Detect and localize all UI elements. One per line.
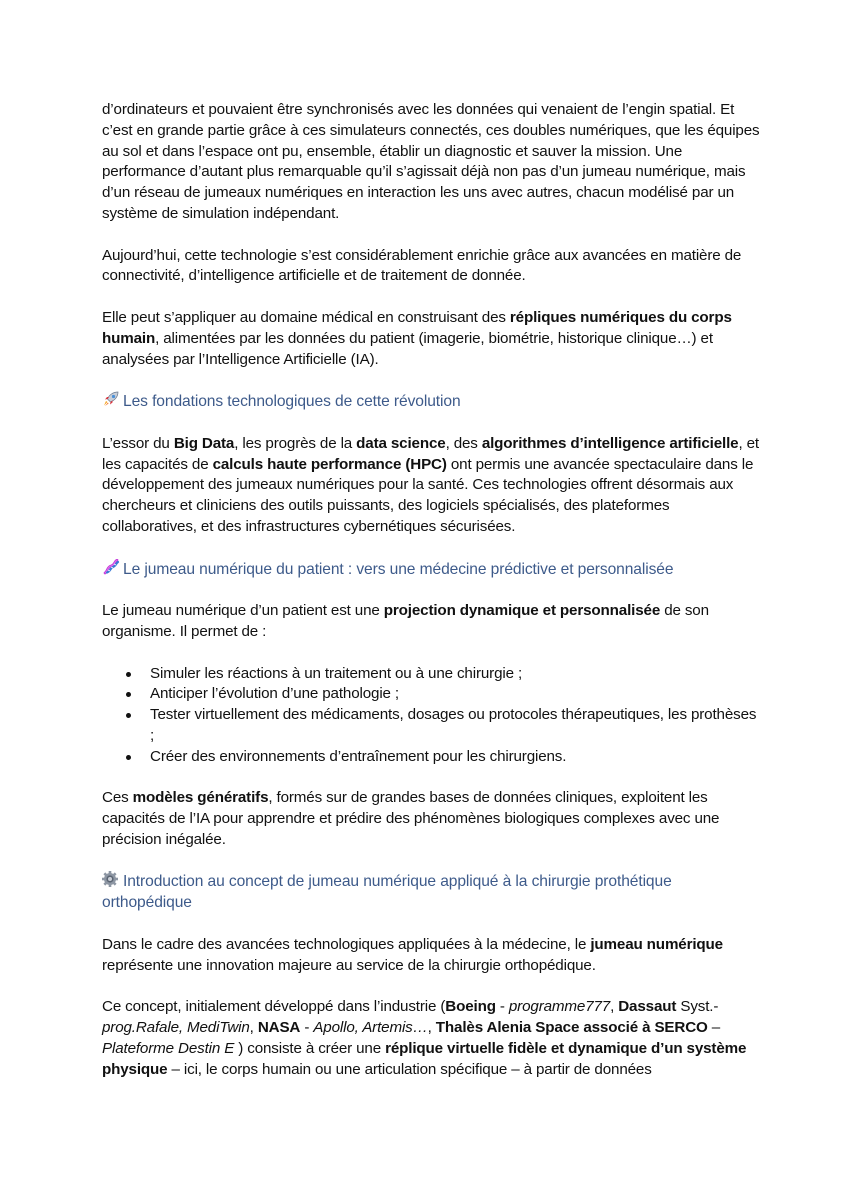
text-run: Syst.- xyxy=(676,998,719,1016)
text-run: , xyxy=(427,1019,436,1037)
text-run: Ces xyxy=(102,789,133,807)
italic-run: Apollo, Artemis… xyxy=(313,1019,428,1037)
section-heading-patient-twin xyxy=(102,559,762,581)
list-item: Simuler les réactions à un traitement ou à une chirurgie ; xyxy=(102,664,762,685)
dna-icon xyxy=(102,559,120,575)
text-run: de son organisme. Il permet de : xyxy=(102,602,709,640)
paragraph-big-data xyxy=(102,434,762,538)
text-run: Dans le cadre des avancées technologiques appliquées à la médecine, le xyxy=(102,935,591,953)
list-item: Tester virtuellement des médicaments, dosages ou protocoles thérapeutiques, les prothèses ; xyxy=(102,705,762,747)
text-run: L’essor du xyxy=(102,434,174,452)
text-run: Le jumeau numérique d’un patient est une xyxy=(102,602,384,620)
paragraph-concept-origin xyxy=(102,997,762,1080)
text-run: - xyxy=(495,998,509,1016)
text-run: , les progrès de la xyxy=(234,434,357,452)
document-body xyxy=(102,100,762,1101)
text-run: - xyxy=(300,1019,314,1037)
heading-text: Introduction au concept de jumeau numérique appliqué à la chirurgie prothétique orthopédique xyxy=(102,873,672,912)
text-run: , et les capacités de xyxy=(102,434,759,473)
text-run: Elle peut s’appliquer au domaine médical en construisant des xyxy=(102,308,510,326)
paragraph-apollo-simulators xyxy=(102,100,762,225)
capabilities-list xyxy=(102,664,762,768)
bold-run: modèles génératifs xyxy=(132,789,269,807)
bold-run: Dassaut xyxy=(618,998,677,1016)
text-run: , xyxy=(610,998,619,1016)
text-run: , des xyxy=(445,434,482,452)
rocket-icon xyxy=(102,391,120,407)
bold-run: data science xyxy=(356,434,446,452)
bold-run: Thalès Alenia Space associé à SERCO xyxy=(435,1019,708,1037)
paragraph-today-technology xyxy=(102,246,762,288)
list-item: Anticiper l’évolution d’une pathologie ; xyxy=(102,684,762,705)
text-run: ) consiste à créer une xyxy=(234,1039,386,1057)
section-heading-foundations xyxy=(102,391,762,413)
paragraph-generative-models xyxy=(102,788,762,850)
paragraph-medical-application xyxy=(102,308,762,370)
text-run: ont permis une avancée spectaculaire dans le développement des jumeaux numériques pour la santé. Ces technologies offrent désormais aux chercheurs et cliniciens des outils puissants, des logiciels spécialisés, des plateformes collaboratives, et des infrastructures cybernétiques sécurisées. xyxy=(102,455,754,535)
bold-run: répliques numériques du corps humain xyxy=(102,308,732,347)
bold-run: Boeing xyxy=(445,998,496,1016)
paragraph-orthopedic-innovation xyxy=(102,935,762,977)
text-run: représente une innovation majeure au service de la chirurgie orthopédique. xyxy=(102,956,596,974)
text-run: d’ordinateurs et pouvaient être synchronisés avec les données qui venaient de l’engin spatial. Et c’est en grande partie grâce à ces simulateurs connectés, ces doubles numériques, que les équipes au sol et dans l’espace ont pu, ensemble, établir un diagnostic et sauver la mission. Une performance d’autant plus remarquable qu’il s’agissait déjà non pas d’un jumeau numérique, mais d’un réseau de jumeaux numériques en interaction les uns avec autres, chacun modélisé par un système de simulation indépendant. xyxy=(102,101,760,222)
gear-icon xyxy=(102,871,120,887)
heading-text: Le jumeau numérique du patient : vers une médecine prédictive et personnalisée xyxy=(123,560,674,578)
text-run: , formés sur de grandes bases de données cliniques, exploitent les capacités de l’IA pour apprendre et prédire des phénomènes biologiques complexes avec une précision inégalée. xyxy=(102,789,720,848)
list-item: Créer des environnements d’entraînement pour les chirurgiens. xyxy=(102,747,762,768)
heading-text: Les fondations technologiques de cette révolution xyxy=(123,393,461,411)
italic-run: prog.Rafale, MediTwin xyxy=(102,1019,250,1037)
text-run: , alimentées par les données du patient (imagerie, biométrie, historique clinique…) et analysées par l’Intelligence Artificielle (IA). xyxy=(102,329,713,368)
section-heading-orthopedic-intro xyxy=(102,871,762,914)
italic-run: programme777 xyxy=(508,998,611,1016)
italic-run: Plateforme Destin E xyxy=(102,1039,235,1057)
bold-run: NASA xyxy=(257,1019,301,1037)
text-run: – xyxy=(707,1019,721,1037)
bold-run: projection dynamique et personnalisée xyxy=(383,602,661,620)
text-run: Aujourd’hui, cette technologie s’est considérablement enrichie grâce aux avancées en matière de connectivité, d’intelligence artificielle et de traitement de donnée. xyxy=(102,246,742,285)
bold-run: algorithmes d’intelligence artificielle xyxy=(481,434,739,452)
bold-run: jumeau numérique xyxy=(590,935,723,953)
bold-run: calculs haute performance (HPC) xyxy=(212,455,447,473)
text-run: – ici, le corps humain ou une articulation spécifique – à partir de données xyxy=(167,1060,652,1078)
text-run: Ce concept, initialement développé dans l’industrie ( xyxy=(102,998,446,1016)
text-run: , xyxy=(249,1019,258,1037)
bold-run: Big Data xyxy=(173,434,235,452)
bold-run: réplique virtuelle fidèle et dynamique d’un système physique xyxy=(102,1039,747,1078)
paragraph-patient-twin-intro xyxy=(102,601,762,643)
